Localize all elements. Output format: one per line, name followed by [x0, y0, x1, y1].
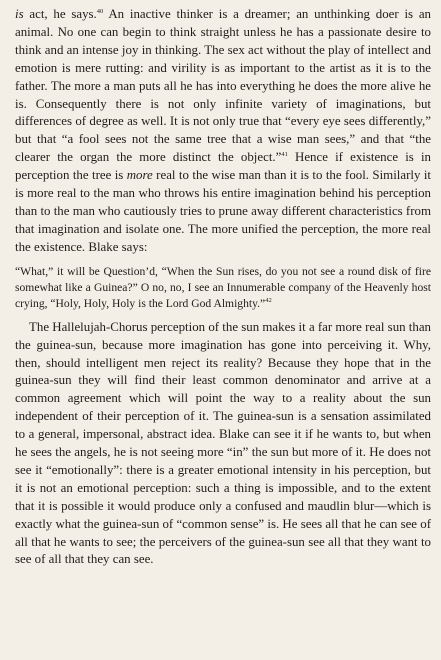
paragraph-1	[15, 6, 431, 257]
paragraph-1-text-a: act, he says.	[23, 7, 97, 21]
footnote-ref-41: 41	[281, 151, 288, 159]
footnote-ref-40: 40	[96, 8, 104, 15]
paragraph-1-text-c: Hence if existence is in perception the tree is	[15, 150, 431, 183]
blake-quotation	[15, 264, 431, 312]
paragraph-2: The Hallelujah-Chorus perception of the sun makes it a far more real sun than the guinea-sun, because more imagination has gone into perceiving it. Why, then, should intelligent men reject its reality? Because they hope that in the guinea-sun they will find their least common denominator and arrive at a common agreement which will point the way to a reality about the sun independent of their perception of it. The guinea-sun is a sensation assimilated to a general, impersonal, abstract idea. Blake can see it if he wants to, but when he sees the angels, he is not seeing more “in” the sun but more of it. He does not see it “emotionally”: there is a greater emotional intensity in his perception, but it is not an emotional perception: such a thing is impossible, and to the extent that it is possible it would produce only a confused and maudlin blur—which is exactly what the guinea-sun of “common sense” is. He sees all that he can see of all that he wants to see; the perceivers of the guinea-sun see all that they want to see of all that they can see.	[15, 319, 431, 567]
paragraph-1-text-b: An inactive thinker is a dreamer; an unthinking doer is an animal. No one can begin to think straight unless he has a passionate desire to think and an intense joy in thinking. The sex act without the play of intellect and emotion is mere rutting: and virility is as important to the artist as it is to the father. The more a man puts all he has into everything he does the more alive he is. Consequently there is not only infinite variety of imaginations, but differences of degree as well. It is not only true that “every eye sees differently,” but that “a fool sees not the same tree that a wise man sees,” and that “the clearer the organ the more distinct the object.”	[15, 7, 431, 165]
quotation-text: “What,” it will be Question’d, “When the Sun rises, do you not see a round disk of fire somewhat like a Guinea?” O no, no, I see an Innumerable company of the Heavenly host crying, “Holy, Holy, Holy is the Lord God Almighty.”	[15, 264, 431, 310]
italic-is: is	[15, 7, 24, 21]
paragraph-1-text-d: real to the wise man than it is to the fool. Similarly it is more real to the man who throws his entire imagination behind his perception than to the man who cautiously tries to prune away different characteristics from that imagination and isolate one. The more unified the perception, the more real the existence. Blake says:	[15, 168, 431, 254]
italic-more: more	[126, 168, 153, 183]
footnote-ref-42: 42	[265, 296, 272, 304]
